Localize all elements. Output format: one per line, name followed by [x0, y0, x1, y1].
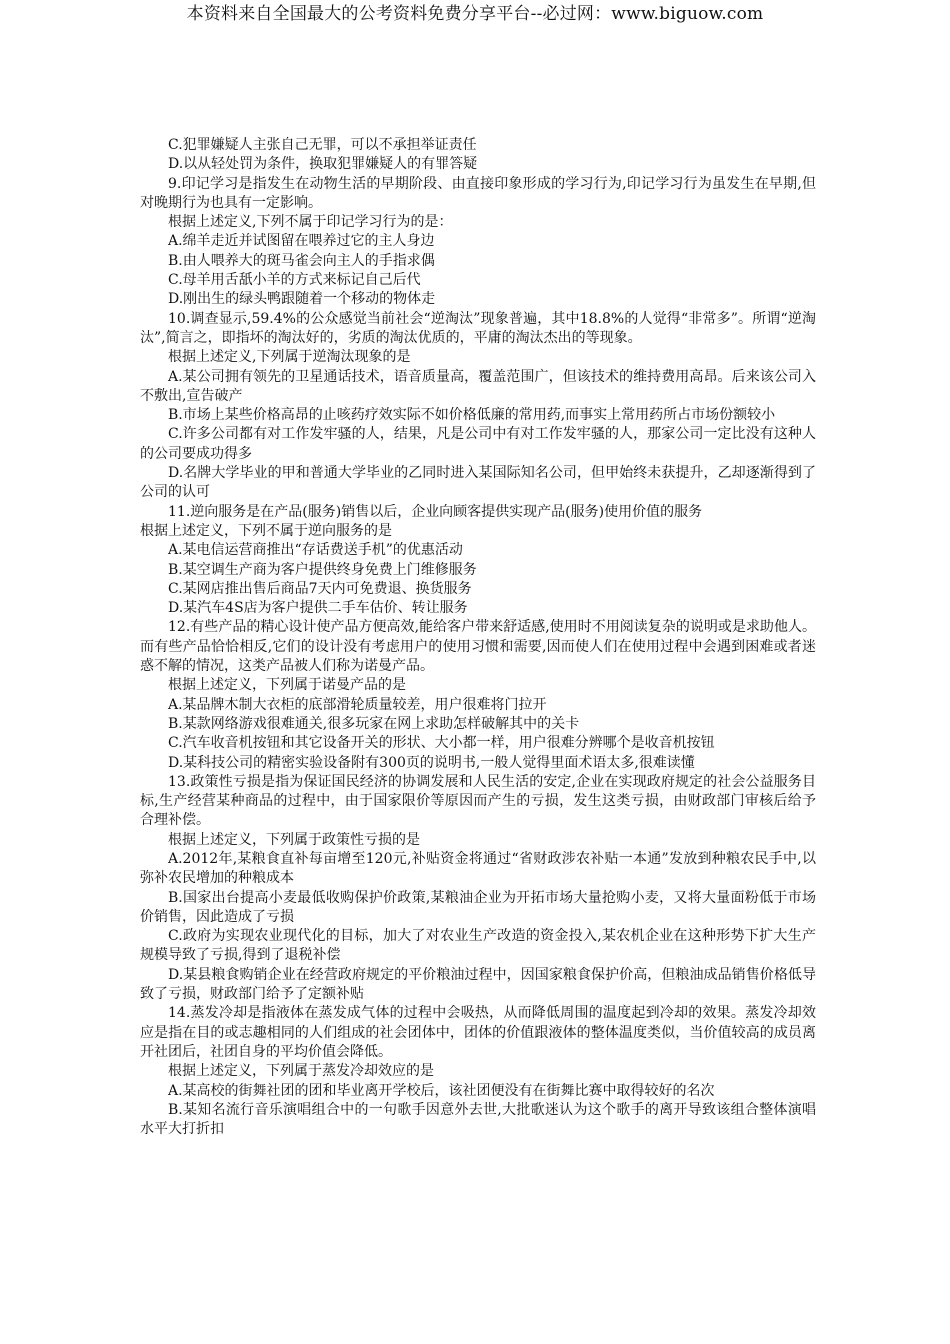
- paragraph: 根据上述定义,下列不属于印记学习行为的是：: [168, 214, 453, 231]
- document-body: [140, 136, 816, 1139]
- paragraph: B.国家出台提高小麦最低收购保护价政策,某粮油企业为开拓市场大量抢购小麦，又将大量面粉低于市场价销售，因此造成了亏损: [140, 889, 816, 925]
- paragraph: B.市场上某些价格高昂的止咳药疗效实际不如价格低廉的常用药,而事实上常用药所占市场份额较小: [168, 407, 776, 424]
- paragraph: D.刚出生的绿头鸭跟随着一个移动的物体走: [168, 291, 436, 308]
- paragraph: 9.印记学习是指发生在动物生活的早期阶段、由直接印象形成的学习行为,印记学习行为虽发生在早期,但对晚期行为也具有一定影响。: [140, 175, 816, 211]
- paragraph: D.某汽车4S店为客户提供二手车估价、转让服务: [168, 600, 468, 617]
- paragraph: D.以从轻处罚为条件，换取犯罪嫌疑人的有罪答疑: [168, 156, 478, 173]
- paragraph: B.由人喂养大的斑马雀会向主人的手指求偶: [168, 252, 435, 269]
- paragraph: C.政府为实现农业现代化的目标，加大了对农业生产改造的资金投入,某农机企业在这种形势下扩大生产规模导致了亏损,得到了退税补偿: [140, 928, 816, 964]
- paragraph: 11.逆向服务是在产品(服务)销售以后，企业向顾客提供实现产品(服务)使用价值的服务: [168, 503, 703, 520]
- paragraph: A.某高校的街舞社团的团和毕业离开学校后，该社团便没有在街舞比赛中取得较好的名次: [168, 1082, 715, 1099]
- paragraph: A.2012年,某粮食直补每亩增至120元,补贴资金将通过“省财政涉农补贴一本通”发放到种粮农民手中,以弥补农民增加的种粮成本: [140, 850, 816, 887]
- paragraph: 13.政策性亏损是指为保证国民经济的协调发展和人民生活的安定,企业在实现政府规定的社会公益服务目标,生产经营某种商品的过程中，由于国家限价等原因而产生的亏损，发生这类亏损，由财政部门审核后给予合理补偿。: [140, 773, 816, 829]
- paragraph: B.某空调生产商为客户提供终身免费上门维修服务: [168, 561, 477, 578]
- paragraph: 根据上述定义,下列属于逆淘汰现象的是: [168, 349, 411, 366]
- paragraph: A.绵羊走近并试图留在喂养过它的主人身边: [168, 233, 435, 250]
- paragraph: C.母羊用舌舐小羊的方式来标记自己后代: [168, 272, 421, 289]
- paragraph: A.某电信运营商推出“存话费送手机”的优惠活动: [168, 542, 463, 559]
- paragraph: A.某品牌木制大衣柜的底部滑轮质量较差，用户很难将门拉开: [168, 696, 547, 713]
- paragraph: 14.蒸发冷却是指液体在蒸发成气体的过程中会吸热，从而降低周围的温度起到冷却的效果。蒸发冷却效应是指在目的或志趣相同的人们组成的社会团体中，团体的价值跟液体的整体温度类似，当价值较高的成员离开社团后，社团自身的平均价值会降低。: [140, 1005, 816, 1060]
- paragraph: 根据上述定义，下列不属于逆向服务的是: [140, 522, 392, 539]
- paragraph: C.犯罪嫌疑人主张自己无罪，可以不承担举证责任: [168, 137, 477, 153]
- page-header: 本资料来自全国最大的公考资料免费分享平台--必过网：www.biguow.com: [186, 4, 764, 24]
- paragraph: D.某县粮食购销企业在经营政府规定的平价粮油过程中，因国家粮食保护价高，但粮油成品销售价格低导致了亏损，财政部门给予了定额补贴: [140, 966, 816, 1003]
- paragraph: 根据上述定义，下列属于政策性亏损的是: [168, 831, 420, 848]
- paragraph: 12.有些产品的精心设计使产品方便高效,能给客户带来舒适感,使用时不用阅读复杂的说明或是求助他人。而有些产品恰恰相反,它们的设计没有考虑用户的使用习惯和需要,因而使人们在使用过程中会遇到困难或者迷惑不解的情况，这类产品被人们称为诺曼产品。: [140, 619, 816, 675]
- paragraph: 10.调查显示,59.4%的公众感觉当前社会“逆淘汰”现象普遍，其中18.8%的人觉得“非常多”。所谓“逆淘汰”,简言之，即指坏的淘汰好的，劣质的淘汰优质的，平庸的淘汰杰出的等现象。: [140, 310, 816, 346]
- paragraph: B.某知名流行音乐演唱组合中的一句歌手因意外去世,大批歌迷认为这个歌手的离开导致该组合整体演唱水平大打折扣: [140, 1101, 816, 1138]
- paragraph: C.汽车收音机按钮和其它设备开关的形状、大小都一样，用户很难分辨哪个是收音机按钮: [168, 735, 715, 752]
- paragraph: D.名牌大学毕业的甲和普通大学毕业的乙同时进入某国际知名公司，但甲始终未获提升，乙却逐渐得到了公司的认可: [140, 465, 816, 501]
- paragraph: 根据上述定义，下列属于蒸发冷却效应的是: [168, 1063, 434, 1080]
- paragraph: 根据上述定义，下列属于诺曼产品的是: [168, 677, 406, 694]
- paragraph: B.某款网络游戏很难通关,很多玩家在网上求助怎样破解其中的关卡: [168, 715, 580, 732]
- paragraph: C.某网店推出售后商品7天内可免费退、换货服务: [168, 580, 472, 597]
- paragraph: D.某科技公司的精密实验设备附有300页的说明书,一般人觉得里面术语太多,很难读懂: [168, 754, 695, 771]
- paragraph: A.某公司拥有领先的卫星通话技术，语音质量高，覆盖范围广，但该技术的维持费用高昂。后来该公司入不敷出,宣告破产: [140, 368, 816, 404]
- paragraph: C.许多公司都有对工作发牢骚的人，结果，凡是公司中有对工作发牢骚的人，那家公司一定比没有这种人的公司要成功得多: [140, 426, 816, 462]
